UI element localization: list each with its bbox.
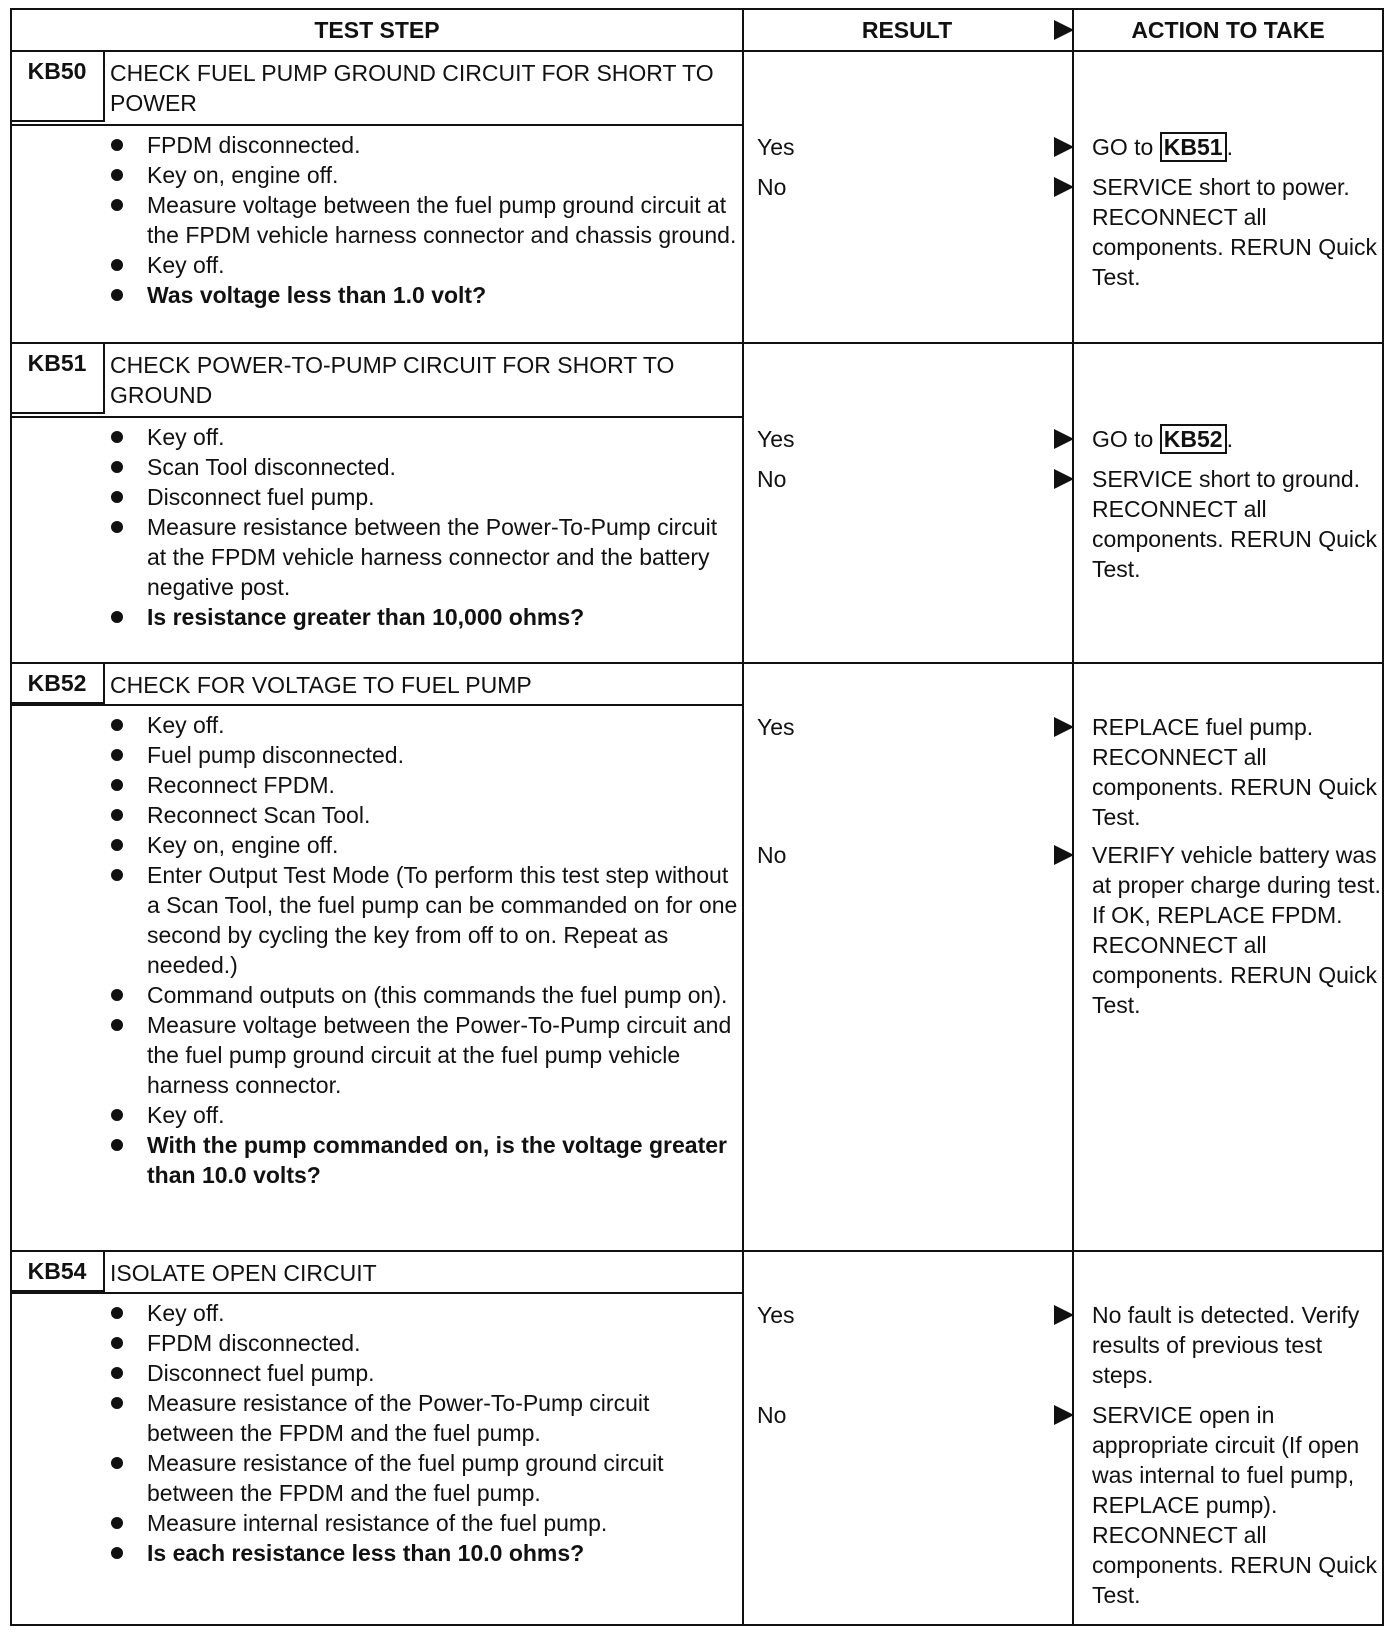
step-question: Is resistance greater than 10,000 ohms? (107, 602, 742, 632)
arrow-right-icon (1054, 137, 1074, 157)
action-yes: GO to KB51 . (1092, 134, 1233, 160)
step-bullet: Measure resistance of the fuel pump ground circuit between the FPDM and the fuel pump. (107, 1448, 742, 1508)
header-result: RESULT (861, 17, 953, 43)
action-no: SERVICE short to ground. RECONNECT all components. RERUN Quick Test. (1092, 466, 1378, 582)
header-action: ACTION TO TAKE (1131, 17, 1325, 43)
arrow-right-icon (1054, 469, 1074, 489)
step-question: With the pump commanded on, is the voltage greater than 10.0 volts? (107, 1130, 742, 1190)
step-bullets (107, 130, 742, 310)
step-bullet: FPDM disconnected. (107, 130, 742, 160)
title-divider (12, 124, 742, 126)
title-divider (12, 704, 742, 706)
step-title: CHECK FUEL PUMP GROUND CIRCUIT FOR SHORT TO POWER (110, 60, 714, 116)
step-ref-kb51[interactable]: KB51 (1160, 132, 1227, 162)
action-no: SERVICE short to power. RECONNECT all components. RERUN Quick Test. (1092, 174, 1378, 290)
step-bullet: Reconnect FPDM. (107, 770, 742, 800)
step-question: Was voltage less than 1.0 volt? (107, 280, 742, 310)
step-bullet: Key off. (107, 1100, 742, 1130)
step-ref-kb52[interactable]: KB52 (1160, 424, 1227, 454)
arrow-right-icon (1054, 429, 1074, 449)
step-bullet: FPDM disconnected. (107, 1328, 742, 1358)
arrow-right-icon (1054, 845, 1074, 865)
step-bullets (107, 710, 742, 1190)
step-title: CHECK POWER-TO-PUMP CIRCUIT FOR SHORT TO GROUND (110, 352, 675, 408)
step-bullet: Measure internal resistance of the fuel pump. (107, 1508, 742, 1538)
arrow-right-icon (1054, 717, 1074, 737)
step-kb54: KB54 ISOLATE OPEN CIRCUIT Key off. FPDM disconnected. Disconnect fuel pump. Measure resistance of the Power-To-Pump circuit between the FPDM and the fuel pump. Measure resistance of the fuel pump ground circuit between the FPDM and the fuel pump. Measure internal resistance of the fuel pump. Is each resistance less than 10.0 ohms? Yes No No fault is detected. Verify results of previous test steps. SERVICE open in appropriate circuit (If open was internal to fuel pump, REPLACE pump). RECONNECT all components. RERUN Quick Test. (12, 1252, 1382, 1626)
step-kb52: KB52 CHECK FOR VOLTAGE TO FUEL PUMP Key off. Fuel pump disconnected. Reconnect FPDM. Reconnect Scan Tool. Key on, engine off. Enter Output Test Mode (To perform this test step without a Scan Tool, the fuel pump can be commanded on for one second by cycling the key from off to on. Repeat as needed.) Command outputs on (this commands the fuel pump on). Measure voltage between the Power-To-Pump circuit and the fuel pump ground circuit at the fuel pump vehicle harness connector. Key off. With the pump commanded on, is the voltage greater than 10.0 volts? Yes No REPLACE fuel pump. RECONNECT all components. RERUN Quick Test. VERIFY vehicle battery was at proper charge during test. If OK, REPLACE FPDM. RECONNECT all components. RERUN Quick Test. (12, 664, 1382, 1248)
step-bullet: Enter Output Test Mode (To perform this test step without a Scan Tool, the fuel pump can be commanded on for one second by cycling the key from off to on. Repeat as needed.) (107, 860, 742, 980)
step-bullet: Key off. (107, 710, 742, 740)
step-code: KB51 (27, 350, 87, 376)
step-bullet: Command outputs on (this commands the fuel pump on). (107, 980, 742, 1010)
action-no: VERIFY vehicle battery was at proper charge during test. If OK, REPLACE FPDM. RECONNECT all components. RERUN Quick Test. (1092, 842, 1381, 1018)
step-bullet: Measure resistance of the Power-To-Pump circuit between the FPDM and the fuel pump. (107, 1388, 742, 1448)
step-code: KB50 (27, 58, 87, 84)
title-divider (12, 1292, 742, 1294)
diagnostic-table (10, 8, 1384, 1626)
action-yes: No fault is detected. Verify results of previous test steps. (1092, 1302, 1360, 1388)
step-bullet: Key on, engine off. (107, 160, 742, 190)
title-divider (12, 416, 742, 418)
step-bullet: Fuel pump disconnected. (107, 740, 742, 770)
step-bullet: Measure voltage between the fuel pump ground circuit at the FPDM vehicle harness connector and chassis ground. (107, 190, 742, 250)
step-kb50: KB50 CHECK FUEL PUMP GROUND CIRCUIT FOR SHORT TO POWER FPDM disconnected. Key on, engine off. Measure voltage between the fuel pump ground circuit at the FPDM vehicle harness connector and chassis ground. Key off. Was voltage less than 1.0 volt? Yes No GO to KB51 . SERVICE short to power. RECONNECT all components. RERUN Quick Test. (12, 52, 1382, 342)
action-yes: REPLACE fuel pump. RECONNECT all components. RERUN Quick Test. (1092, 714, 1378, 830)
step-bullets (107, 1298, 742, 1568)
step-bullet: Key off. (107, 1298, 742, 1328)
step-bullet: Key off. (107, 422, 742, 452)
step-kb51: KB51 CHECK POWER-TO-PUMP CIRCUIT FOR SHORT TO GROUND Key off. Scan Tool disconnected. Disconnect fuel pump. Measure resistance between the Power-To-Pump circuit at the FPDM vehicle harness connector and the battery negative post. Is resistance greater than 10,000 ohms? Yes No GO to KB52 . SERVICE short to ground. RECONNECT all components. RERUN Quick Test. (12, 344, 1382, 660)
step-question: Is each resistance less than 10.0 ohms? (107, 1538, 742, 1568)
arrow-right-icon (1054, 177, 1074, 197)
header-test-step: TEST STEP (314, 17, 440, 43)
step-code: KB54 (27, 1258, 87, 1284)
step-bullet: Key on, engine off. (107, 830, 742, 860)
arrow-right-icon (1054, 1405, 1074, 1425)
step-bullet: Key off. (107, 250, 742, 280)
step-bullets (107, 422, 742, 632)
step-bullet: Disconnect fuel pump. (107, 482, 742, 512)
action-yes: GO to KB52 . (1092, 426, 1233, 452)
step-bullet: Measure resistance between the Power-To-Pump circuit at the FPDM vehicle harness connector and the battery negative post. (107, 512, 742, 602)
step-code: KB52 (27, 670, 87, 696)
step-title: ISOLATE OPEN CIRCUIT (110, 1260, 377, 1286)
step-bullet: Scan Tool disconnected. (107, 452, 742, 482)
step-bullet: Measure voltage between the Power-To-Pump circuit and the fuel pump ground circuit at the fuel pump vehicle harness connector. (107, 1010, 742, 1100)
step-title: CHECK FOR VOLTAGE TO FUEL PUMP (110, 672, 532, 698)
arrow-right-icon (1054, 1305, 1074, 1325)
action-no: SERVICE open in appropriate circuit (If open was internal to fuel pump, REPLACE pump). RECONNECT all components. RERUN Quick Test. (1092, 1402, 1378, 1608)
step-bullet: Reconnect Scan Tool. (107, 800, 742, 830)
step-bullet: Disconnect fuel pump. (107, 1358, 742, 1388)
